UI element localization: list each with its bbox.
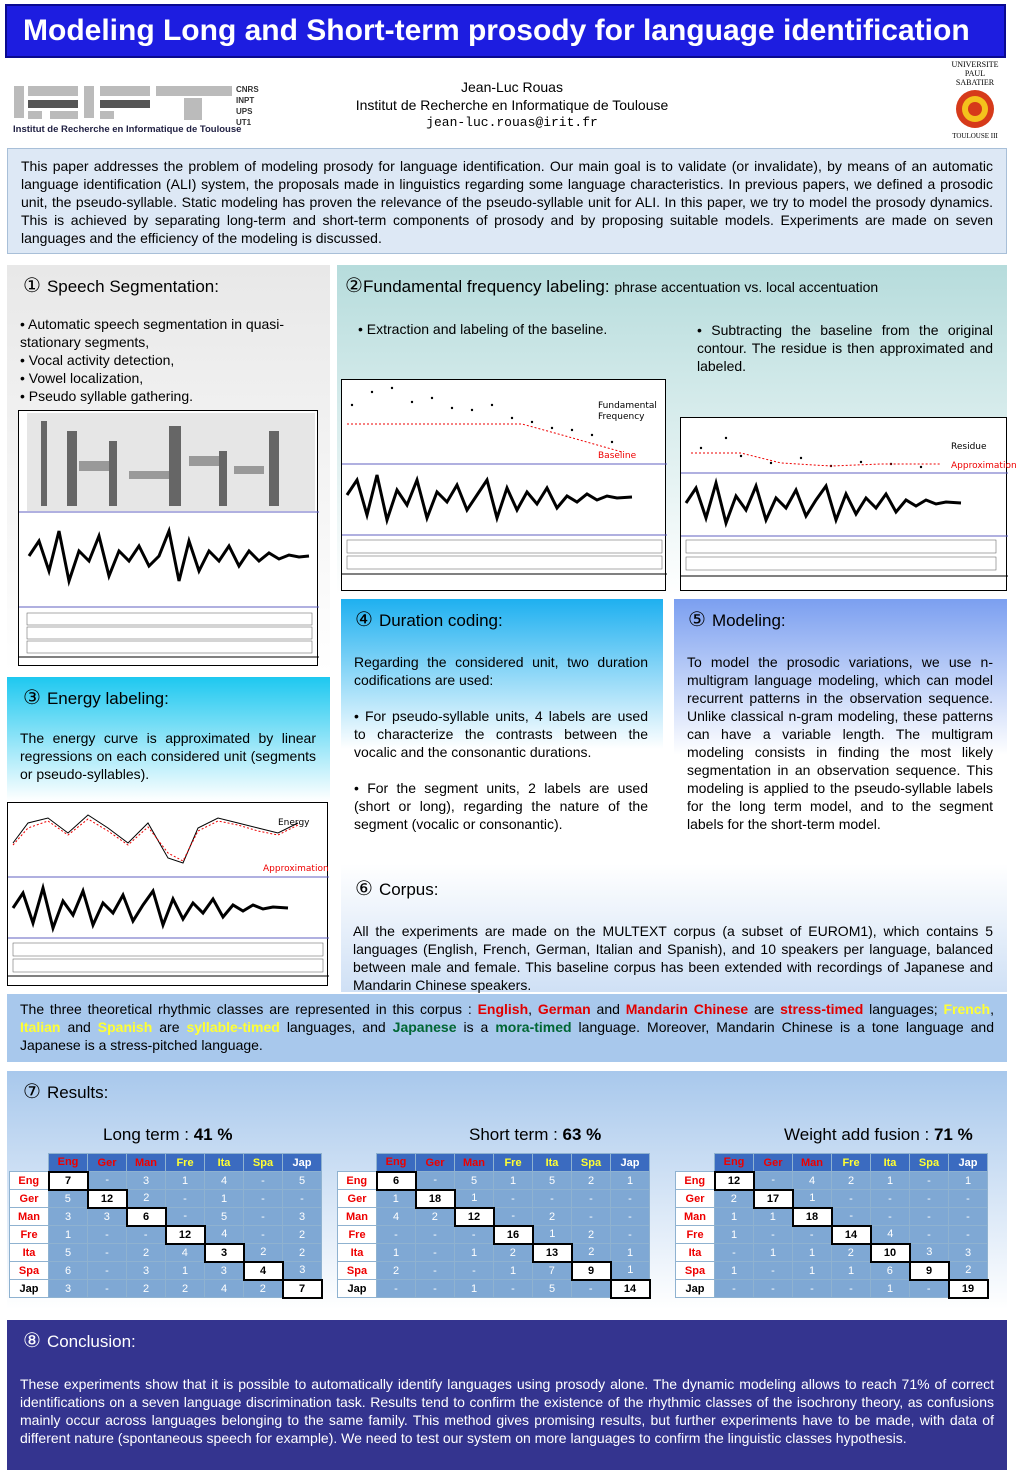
table-row-header: Fre	[676, 1226, 715, 1244]
baseline-figure	[341, 379, 666, 591]
table-cell: -	[611, 1226, 650, 1244]
table-cell: 16	[494, 1226, 533, 1244]
table-row-header: Ita	[676, 1244, 715, 1262]
table-cell: -	[166, 1190, 205, 1208]
table-cell: -	[166, 1208, 205, 1226]
table-cell: 3	[949, 1244, 988, 1262]
table-cell: 3	[127, 1262, 166, 1280]
table-cell: 2	[416, 1208, 455, 1226]
svg-text:Energy: Energy	[278, 818, 310, 828]
conclusion-text: These experiments show that it is possible to automatically identify languages using prosody alone. The dynamic modeling allows to reach 71% of correct identifications on a seven language discrimination task. Results tend to confirm the existence of the rhythmic classes of the isochrony theory, as confusions mainly occur across languages belonging to the same family. This method gives promising results, but further experiments have to be made, with data of different nature (spontaneous speech for example). We need to test our system on more languages to confirm the linguistic classes hypothesis.	[20, 1376, 994, 1446]
s1-title: Speech Segmentation:	[46, 277, 219, 296]
table-cell: 4	[871, 1226, 910, 1244]
table-row-header: Jap	[338, 1280, 377, 1298]
table-cell: 2	[572, 1226, 611, 1244]
svg-text:Approximation: Approximation	[263, 864, 329, 874]
table-row-header: Ita	[338, 1244, 377, 1262]
table-cell: 1	[611, 1244, 650, 1262]
table-cell: 2	[127, 1190, 166, 1208]
ups-logo: UNIVERSITE PAUL SABATIER TOULOUSE III	[951, 60, 999, 140]
table-cell: 1	[715, 1262, 754, 1280]
table-cell: 1	[715, 1208, 754, 1226]
table-cell: -	[127, 1226, 166, 1244]
table-cell: -	[244, 1172, 283, 1190]
table-cell: 6	[127, 1208, 166, 1226]
table-row	[10, 1244, 322, 1262]
table-cell: 3	[88, 1208, 127, 1226]
table-cell: -	[871, 1190, 910, 1208]
table-col-header: Man	[455, 1154, 494, 1172]
table-cell: -	[910, 1172, 949, 1190]
table-cell: 10	[871, 1244, 910, 1262]
table-cell: -	[611, 1208, 650, 1226]
table-cell: 4	[377, 1208, 416, 1226]
table-cell: 3	[205, 1262, 244, 1280]
table-cell: 2	[244, 1244, 283, 1262]
table-cell: -	[754, 1226, 793, 1244]
abstract-text: This paper addresses the problem of modeling prosody for language identification. Our main goal is to validate (or invalidate), by means of an automatic language identification (ALI) system, the proposals made in linguistics regarding some language characteristics. In previous papers, we defined a prosodic unit, the pseudo-syllable. Static modeling has proven the relevance of the pseudo-syllable unit for ALI. In this paper, we try to model the prosody dynamics. This is achieved by separating long-term and short-term components of prosody and by proposing suitable models. Experiments are made on seven languages and the efficiency of the modeling is discussed.	[21, 158, 993, 246]
table-cell: 17	[754, 1190, 793, 1208]
s4-p1: Regarding the considered unit, two duration codifications are used:	[354, 654, 648, 688]
section-f0-labeling: ②Fundamental frequency labeling: phrase accentuation vs. local accentuation • Extraction and labeling of the baseline. • Subtracting the baseline from the original contour. The residue is then approximated and labeled.	[337, 265, 1007, 595]
table-cell: 18	[793, 1208, 832, 1226]
table-row-header: Ger	[10, 1190, 49, 1208]
s4-title: Duration coding:	[378, 611, 503, 630]
table-cell: -	[416, 1244, 455, 1262]
s6-title: Corpus:	[378, 880, 439, 899]
table-cell: -	[910, 1226, 949, 1244]
table-row	[338, 1280, 650, 1298]
table-col-header: Fre	[166, 1154, 205, 1172]
table-cell: -	[715, 1244, 754, 1262]
table-cell: 1	[494, 1262, 533, 1280]
section-results: ⑦ Results: Long term : 41 % Short term : 63 % Weight add fusion : 71 % Eng Ger Man Fre Ita Spa Jap Eng 7 - 3 1 4 - 5 Ger 5 12 2 - 1 - - Man 3 3 6 - 5 - 3 Fre 1 - - 12 4 - 2 Ita 5 - 2 4 3 2 2 Spa 6 - 3 1 3 4 3 Jap 3 - 2 2 4 2 7 Eng Ger Man Fre Ita Spa Jap Eng 6 - 5 1 5 2 1 Ger 1 18 1 - - - - Man 4 2 12 - 2 - - Fre - - - 16 1 2 - Ita 1 - 1 2 13 2 1 Spa 2 - - 1 7 9 1 Jap - - 1 - 5 - 14 Eng Ger Man Fre Ita Spa Jap Eng 12 - 4 2 1 - 1 Ger 2 17 1 - - - - Man 1 1 18 - - - - Fre 1 - - 14 4 - - Ita - 1 1 2 10 3 3 Spa 1 - 1 1 6 9 2 Jap - - - - 1 - 19	[7, 1071, 1007, 1309]
table-cell: -	[871, 1208, 910, 1226]
table-cell: 6	[49, 1262, 88, 1280]
irit-caption: Institut de Recherche en Informatique de Toulouse	[13, 124, 242, 135]
table-cell: -	[377, 1226, 416, 1244]
table-row-header: Fre	[338, 1226, 377, 1244]
table-row-header: Ita	[10, 1244, 49, 1262]
table-cell: -	[949, 1190, 988, 1208]
table-col-header: Eng	[49, 1154, 88, 1172]
table-row	[676, 1244, 988, 1262]
table-cell: -	[754, 1262, 793, 1280]
table-row	[676, 1280, 988, 1298]
table-cell: -	[244, 1208, 283, 1226]
table-cell: 1	[455, 1190, 494, 1208]
table-cell: 1	[715, 1226, 754, 1244]
s2-left-text: • Extraction and labeling of the baseline.	[358, 321, 608, 337]
table-cell: 2	[127, 1280, 166, 1298]
rhythmic-classes-text: The three theoretical rhythmic classes are represented in this corpus : English, German and Mandarin Chinese are stress-timed languages; French, Italian and Spanish are syllable-timed languages, and Japanese is a mora-timed language. Moreover, Mandarin Chinese is a tone language and Japanese is a stress-pitched language.	[20, 1001, 995, 1053]
table-cell: 13	[533, 1244, 572, 1262]
energy-figure	[7, 802, 328, 986]
table-cell: -	[416, 1172, 455, 1190]
table-col-header: Man	[127, 1154, 166, 1172]
table-cell: 2	[832, 1172, 871, 1190]
table-col-header: Eng	[715, 1154, 754, 1172]
table-cell: 12	[88, 1190, 127, 1208]
table-cell: 4	[166, 1244, 205, 1262]
table-row	[676, 1226, 988, 1244]
table-col-header: Spa	[910, 1154, 949, 1172]
table-cell: 1	[377, 1190, 416, 1208]
table-cell: -	[715, 1280, 754, 1298]
table-col-header: Ger	[754, 1154, 793, 1172]
table-cell: 1	[611, 1172, 650, 1190]
svg-text:Frequency: Frequency	[598, 412, 645, 422]
s5-text: To model the prosodic variations, we use n-multigram language modeling, which can model recurrent patterns in the observation sequence. Unlike classical n-gram modeling, these patterns can have a variable length. The multigram modeling consists in finding the most likely segmentation in an observation sequence. This modeling is applied to the pseudo-syllable labels for the long term model, and to the segment labels for the short-term model.	[687, 654, 993, 832]
table-cell: 4	[205, 1226, 244, 1244]
table-cell: 3	[910, 1244, 949, 1262]
table-col-header: Spa	[244, 1154, 283, 1172]
table-cell: 3	[283, 1262, 322, 1280]
table-row-header: Eng	[338, 1172, 377, 1190]
table-cell: -	[88, 1262, 127, 1280]
table-cell: -	[283, 1190, 322, 1208]
table-row	[10, 1172, 322, 1190]
table-cell: -	[416, 1262, 455, 1280]
svg-text:Approximation: Approximation	[951, 461, 1017, 471]
table-cell: 2	[283, 1244, 322, 1262]
table-cell: 1	[754, 1208, 793, 1226]
section-duration-coding: ④ Duration coding: Regarding the considered unit, two duration codifications are used: • For pseudo-syllable units, 4 labels are used to characterize the contrasts between the vocalic and the consonantic durations. • For the segment units, 2 labels are used (short or long), regarding the nature of the segment (vocalic or consonantic).	[341, 599, 663, 849]
table-cell: -	[494, 1280, 533, 1298]
table-cell: -	[377, 1280, 416, 1298]
table-cell: 6	[871, 1262, 910, 1280]
table-cell: 4	[793, 1172, 832, 1190]
table-cell: 2	[572, 1244, 611, 1262]
table-cell: 2	[127, 1244, 166, 1262]
table-cell: -	[533, 1190, 572, 1208]
table-col-header: Jap	[949, 1154, 988, 1172]
results-table-short	[337, 1153, 651, 1299]
table-cell: -	[416, 1280, 455, 1298]
table-row	[676, 1208, 988, 1226]
table-col-header: Fre	[832, 1154, 871, 1172]
section-energy-labeling: ③ Energy labeling: The energy curve is approximated by linear regressions on each considered unit (segments or pseudo-syllables).	[7, 677, 330, 987]
table-cell: 12	[455, 1208, 494, 1226]
table-row-header: Man	[676, 1208, 715, 1226]
table-cell: 14	[611, 1280, 650, 1298]
s1-bullets: • Automatic speech segmentation in quasi-stationary segments, • Vocal activity detection, • Vowel localization, • Pseudo syllable gathering.	[20, 316, 285, 404]
table-cell: -	[754, 1280, 793, 1298]
table-row	[338, 1190, 650, 1208]
table-cell: -	[244, 1226, 283, 1244]
table-cell: 1	[793, 1262, 832, 1280]
table-cell: 14	[832, 1226, 871, 1244]
table-col-header: Ita	[205, 1154, 244, 1172]
table-row	[338, 1226, 650, 1244]
s7-title: Results:	[46, 1083, 109, 1102]
irit-partners: CNRS INPT UPS UT1	[236, 85, 259, 127]
table-col-header: Spa	[572, 1154, 611, 1172]
table-cell: 3	[49, 1208, 88, 1226]
table-row	[338, 1244, 650, 1262]
section-corpus: ⑥ Corpus: All the experiments are made on the MULTEXT corpus (a subset of EUROM1), which contains 5 languages (English, French, German, Italian and Spanish), and 10 speakers per language, balanced between male and female. This baseline corpus has been extended with recordings of Japanese and Mandarin Chinese speakers.	[341, 864, 1007, 992]
table-cell: -	[910, 1280, 949, 1298]
table-cell: 2	[715, 1190, 754, 1208]
s2-subtitle: phrase accentuation vs. local accentuation	[614, 279, 879, 295]
table-cell: -	[572, 1208, 611, 1226]
table-col-header: Fre	[494, 1154, 533, 1172]
table-corner	[338, 1154, 377, 1172]
table-label-long: Long term : 41 %	[103, 1125, 233, 1144]
table-col-header: Ita	[533, 1154, 572, 1172]
table-cell: -	[572, 1190, 611, 1208]
svg-text:Fundamental: Fundamental	[598, 401, 657, 411]
table-col-header: Jap	[283, 1154, 322, 1172]
table-cell: 5	[49, 1190, 88, 1208]
table-col-header: Ita	[871, 1154, 910, 1172]
table-row-header: Ger	[676, 1190, 715, 1208]
table-row	[10, 1226, 322, 1244]
table-cell: 1	[533, 1226, 572, 1244]
table-cell: -	[88, 1226, 127, 1244]
table-col-header: Ger	[88, 1154, 127, 1172]
table-cell: -	[910, 1190, 949, 1208]
s5-title: Modeling:	[711, 611, 786, 630]
table-cell: -	[832, 1190, 871, 1208]
table-row	[10, 1280, 322, 1298]
table-cell: 9	[910, 1262, 949, 1280]
table-col-header: Eng	[377, 1154, 416, 1172]
table-cell: -	[416, 1226, 455, 1244]
s8-title: Conclusion:	[46, 1332, 136, 1351]
table-row-header: Fre	[10, 1226, 49, 1244]
s6-text: All the experiments are made on the MULTEXT corpus (a subset of EUROM1), which contains 5 languages (English, French, German, Italian and Spanish), and 10 speakers per language, balanced between male and female. This baseline corpus has been extended with recordings of Japanese and Mandarin Chinese speakers.	[353, 923, 993, 993]
table-cell: -	[494, 1208, 533, 1226]
table-cell: 3	[205, 1244, 244, 1262]
table-row-header: Spa	[338, 1262, 377, 1280]
table-cell: 4	[205, 1280, 244, 1298]
table-cell: -	[910, 1208, 949, 1226]
author-block	[300, 78, 724, 132]
table-cell: 5	[283, 1172, 322, 1190]
table-cell: 7	[283, 1280, 322, 1298]
table-cell: -	[88, 1172, 127, 1190]
table-cell: 2	[244, 1280, 283, 1298]
table-cell: -	[754, 1172, 793, 1190]
table-cell: 12	[166, 1226, 205, 1244]
table-row-header: Spa	[10, 1262, 49, 1280]
table-label-fusion: Weight add fusion : 71 %	[784, 1125, 973, 1144]
table-cell: 7	[49, 1172, 88, 1190]
results-table-long	[9, 1153, 323, 1299]
table-row-header: Eng	[10, 1172, 49, 1190]
s3-title: Energy labeling:	[46, 689, 169, 708]
table-cell: -	[611, 1190, 650, 1208]
table-col-header: Jap	[611, 1154, 650, 1172]
table-cell: 1	[871, 1280, 910, 1298]
svg-text:Residue: Residue	[951, 442, 987, 452]
table-cell: 1	[793, 1190, 832, 1208]
table-cell: -	[949, 1226, 988, 1244]
table-cell: 2	[533, 1208, 572, 1226]
table-row	[10, 1190, 322, 1208]
table-cell: 1	[166, 1262, 205, 1280]
table-cell: -	[88, 1244, 127, 1262]
table-cell: -	[793, 1226, 832, 1244]
table-cell: 4	[205, 1172, 244, 1190]
table-cell: 1	[832, 1262, 871, 1280]
table-row-header: Man	[10, 1208, 49, 1226]
table-cell: 19	[949, 1280, 988, 1298]
author-institute: Institut de Recherche en Informatique de Toulouse	[355, 97, 669, 113]
s2-title: Fundamental frequency labeling:	[362, 277, 610, 296]
table-cell: 9	[572, 1262, 611, 1280]
table-cell: 7	[533, 1262, 572, 1280]
table-cell: 2	[572, 1172, 611, 1190]
table-cell: 5	[455, 1172, 494, 1190]
table-cell: 1	[793, 1244, 832, 1262]
table-col-header: Ger	[416, 1154, 455, 1172]
table-cell: -	[832, 1208, 871, 1226]
table-cell: -	[572, 1280, 611, 1298]
table-row	[676, 1190, 988, 1208]
table-cell: 18	[416, 1190, 455, 1208]
section-speech-segmentation: ① Speech Segmentation: • Automatic speech segmentation in quasi-stationary segments, • Vocal activity detection, • Vowel localization, • Pseudo syllable gathering.	[7, 265, 330, 673]
table-cell: 5	[205, 1208, 244, 1226]
table-row-header: Jap	[10, 1280, 49, 1298]
table-cell: 1	[377, 1244, 416, 1262]
table-cell: -	[244, 1190, 283, 1208]
table-cell: 6	[377, 1172, 416, 1190]
table-cell: 5	[49, 1244, 88, 1262]
table-cell: 3	[283, 1208, 322, 1226]
results-table-fusion	[675, 1153, 989, 1299]
table-cell: 1	[205, 1190, 244, 1208]
table-cell: 1	[754, 1244, 793, 1262]
residue-figure	[680, 417, 1017, 591]
svg-text:Baseline: Baseline	[598, 451, 637, 461]
table-cell: 1	[455, 1280, 494, 1298]
table-cell: 2	[283, 1226, 322, 1244]
table-cell: -	[455, 1262, 494, 1280]
table-cell: 1	[166, 1172, 205, 1190]
spectrogram-figure	[18, 410, 318, 666]
table-cell: 1	[611, 1262, 650, 1280]
table-cell: 2	[377, 1262, 416, 1280]
table-row-header: Eng	[676, 1172, 715, 1190]
table-col-header: Man	[793, 1154, 832, 1172]
table-row	[338, 1262, 650, 1280]
s4-p3: • For the segment units, 2 labels are used (short or long), regarding the nature of the segment (vocalic or consonantic).	[354, 780, 648, 832]
table-cell: -	[455, 1226, 494, 1244]
rhythmic-classes-box	[7, 994, 1007, 1062]
table-cell: 1	[455, 1244, 494, 1262]
section-modeling: ⑤ Modeling: To model the prosodic variations, we use n-multigram language modeling, which can model recurrent patterns in the observation sequence. Unlike classical n-gram modeling, these patterns can have a variable length. The multigram modeling consists in finding the most likely segmentation in an observation sequence. This modeling is applied to the pseudo-syllable labels for the long term model, and to the segment labels for the short-term model.	[674, 599, 1007, 859]
s3-text: The energy curve is approximated by linear regressions on each considered unit (segments or pseudo-syllables).	[20, 730, 316, 782]
table-row-header: Ger	[338, 1190, 377, 1208]
table-cell: 2	[832, 1244, 871, 1262]
table-cell: -	[949, 1208, 988, 1226]
s2-right-text: • Subtracting the baseline from the original contour. The residue is then approximated and labeled.	[697, 322, 993, 374]
table-cell: -	[494, 1190, 533, 1208]
table-row	[10, 1262, 322, 1280]
author-name: Jean-Luc Rouas	[461, 79, 563, 95]
table-row-header: Man	[338, 1208, 377, 1226]
table-cell: 3	[49, 1280, 88, 1298]
table-cell: 1	[494, 1172, 533, 1190]
abstract-box	[7, 148, 1007, 254]
table-cell: 1	[49, 1226, 88, 1244]
table-cell: -	[793, 1280, 832, 1298]
table-corner	[10, 1154, 49, 1172]
table-cell: 2	[494, 1244, 533, 1262]
table-corner	[676, 1154, 715, 1172]
table-row	[676, 1172, 988, 1190]
table-row-header: Spa	[676, 1262, 715, 1280]
section-conclusion: ⑧ Conclusion: These experiments show that it is possible to automatically identify languages using prosody alone. The dynamic modeling allows to reach 71% of correct identifications on a seven language discrimination task. Results tend to confirm the existence of the rhythmic classes of the isochrony theory, as confusions mainly occur across languages belonging to the same family. This method gives promising results, but further experiments have to be made, with data of different nature (spontaneous speech for example). We need to test our system on more languages to confirm the linguistic classes hypothesis.	[7, 1320, 1007, 1470]
table-cell: 1	[949, 1172, 988, 1190]
table-row	[10, 1208, 322, 1226]
table-row	[676, 1262, 988, 1280]
author-email: jean-luc.rouas@irit.fr	[426, 115, 598, 130]
table-cell: 1	[871, 1172, 910, 1190]
table-row	[338, 1172, 650, 1190]
table-cell: 2	[166, 1280, 205, 1298]
table-cell: 4	[244, 1262, 283, 1280]
table-label-short: Short term : 63 %	[469, 1125, 602, 1144]
table-cell: 2	[949, 1262, 988, 1280]
poster-title: Modeling Long and Short-term prosody for language identification	[5, 4, 1006, 58]
table-row-header: Jap	[676, 1280, 715, 1298]
table-cell: 5	[533, 1172, 572, 1190]
s4-p2: • For pseudo-syllable units, 4 labels are used to characterize the contrasts between the vocalic and the consonantic durations.	[354, 708, 648, 760]
table-cell: -	[88, 1280, 127, 1298]
table-cell: 12	[715, 1172, 754, 1190]
table-cell: 5	[533, 1280, 572, 1298]
table-row	[338, 1208, 650, 1226]
table-cell: -	[832, 1280, 871, 1298]
table-cell: 3	[127, 1172, 166, 1190]
